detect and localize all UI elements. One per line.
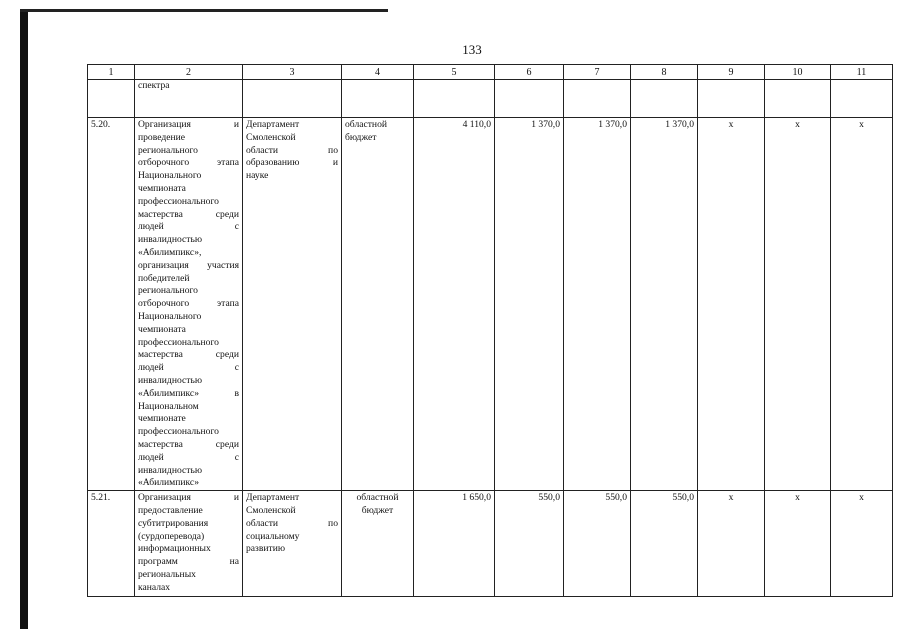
indicator-cell: х (831, 118, 893, 491)
column-header: 9 (698, 65, 765, 80)
column-header: 1 (88, 65, 135, 80)
table-cell (831, 80, 893, 118)
table-cell (698, 80, 765, 118)
amount-total-cell: 4 110,0 (414, 118, 495, 491)
column-header: 6 (495, 65, 564, 80)
column-header: 10 (765, 65, 831, 80)
scan-border-top (20, 9, 388, 12)
amount-year-cell: 1 370,0 (495, 118, 564, 491)
table-cell (765, 80, 831, 118)
table-row (88, 491, 893, 597)
indicator-cell: х (698, 118, 765, 491)
amount-year-cell: 1 370,0 (631, 118, 698, 491)
measure-name-cell: Организация и предоставление субтитрирования (сурдоперевода) информационных программ на региональных каналах (135, 491, 243, 597)
scan-border-left (20, 9, 28, 629)
indicator-cell: х (698, 491, 765, 597)
executor-cell: Департамент Смоленской области по образованию и науке (243, 118, 342, 491)
column-header: 2 (135, 65, 243, 80)
column-header: 3 (243, 65, 342, 80)
page-number: 133 (462, 42, 482, 57)
funding-source-cell: областной бюджет (342, 118, 414, 491)
table-cell (631, 80, 698, 118)
table-cell (564, 80, 631, 118)
continuation-row (88, 80, 893, 118)
table-cell (342, 80, 414, 118)
column-header: 11 (831, 65, 893, 80)
amount-total-cell: 1 650,0 (414, 491, 495, 597)
column-header: 4 (342, 65, 414, 80)
column-number-row (88, 65, 893, 80)
amount-year-cell: 550,0 (631, 491, 698, 597)
measure-name-cell: Организация и проведение регионального отборочного этапа Национального чемпионата профессионального мастерства среди людей с инвалидностью «Абилимпикс», организация участия победителей регионального отборочного этапа Национального чемпионата профессионального мастерства среди людей с инвалидностью «Абилимпикс» в Национальном чемпионате профессионального мастерства среди людей с инвалидностью «Абилимпикс» (135, 118, 243, 491)
item-number-cell: 5.21. (88, 491, 135, 597)
indicator-cell: х (831, 491, 893, 597)
amount-year-cell: 550,0 (495, 491, 564, 597)
executor-cell: Департамент Смоленской области по социальному развитию (243, 491, 342, 597)
funding-source-cell: областной бюджет (342, 491, 414, 597)
table-cell (495, 80, 564, 118)
indicator-cell: х (765, 491, 831, 597)
program-table (87, 64, 893, 597)
amount-year-cell: 550,0 (564, 491, 631, 597)
table-cell (243, 80, 342, 118)
column-header: 5 (414, 65, 495, 80)
table-cell (88, 80, 135, 118)
measure-name-cell: спектра (135, 80, 243, 118)
indicator-cell: х (765, 118, 831, 491)
table-cell (414, 80, 495, 118)
item-number-cell: 5.20. (88, 118, 135, 491)
table-row (88, 118, 893, 491)
column-header: 8 (631, 65, 698, 80)
column-header: 7 (564, 65, 631, 80)
amount-year-cell: 1 370,0 (564, 118, 631, 491)
